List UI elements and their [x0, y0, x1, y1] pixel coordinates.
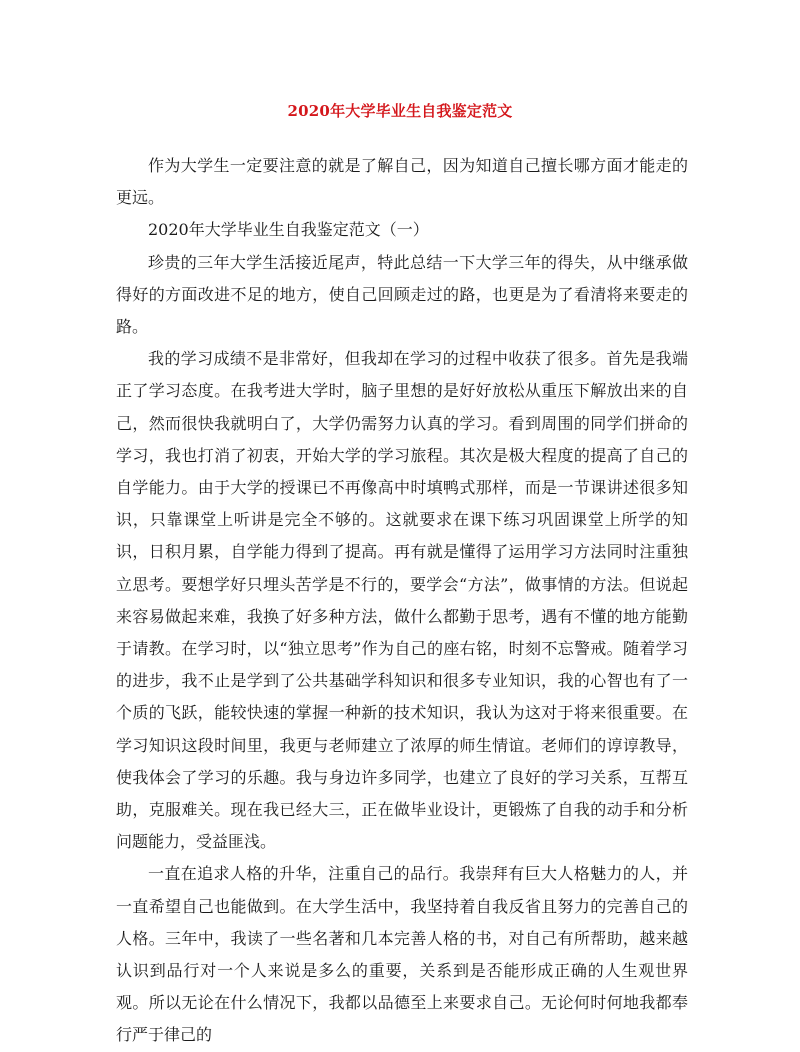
intro-paragraph: 作为大学生一定要注意的就是了解自己，因为知道自己擅长哪方面才能走的更远。 — [116, 156, 688, 208]
body-paragraph-3: 一直在追求人格的升华，注重自己的品行。我崇拜有巨大人格魅力的人，并一直希望自己也能做到。在大学生活中，我坚持着自我反省且努力的完善自己的人格。三年中，我读了一些名著和几本完善人格的书，对自己有所帮助，越来越认识到品行对一个人来说是多么的重要，关系到是否能形成正确的人生观世界观。所以无论在什么情况下，我都以品德至上来要求自己。无论何时何地我都奉行严于律己的 — [116, 864, 688, 1045]
section-heading: 2020年大学毕业生自我鉴定范文（一） — [148, 220, 429, 240]
body-paragraph-2: 我的学习成绩不是非常好，但我却在学习的过程中收获了很多。首先是我端正了学习态度。在我考进大学时，脑子里想的是好好放松从重压下解放出来的自己，然而很快我就明白了，大学仍需努力认真的学习。看到周围的同学们拼命的学习，我也打消了初衷，开始大学的学习旅程。其次是极大程度的提高了自己的自学能力。由于大学的授课已不再像高中时填鸭式那样，而是一节课讲述很多知识，只靠课堂上听讲是完全不够的。这就要求在课下练习巩固课堂上所学的知识，日积月累，自学能力得到了提高。再有就是懂得了运用学习方法同时注重独立思考。要想学好只埋头苦学是不行的，要学会“方法”，做事情的方法。但说起来容易做起来难，我换了好多种方法，做什么都勤于思考，遇有不懂的地方能勤于请教。在学习时，以“独立思考”作为自己的座右铭，时刻不忘警戒。随着学习的进步，我不止是学到了公共基础学科知识和很多专业知识，我的心智也有了一个质的飞跃，能较快速的掌握一种新的技术知识，我认为这对于将来很重要。在学习知识这段时间里，我更与老师建立了浓厚的师生情谊。老师们的谆谆教导，使我体会了学习的乐趣。我与身边许多同学，也建立了良好的学习关系，互帮互助，克服难关。现在我已经大三，正在做毕业设计，更锻炼了自我的动手和分析问题能力，受益匪浅。 — [116, 349, 688, 852]
document-title: 2020年大学毕业生自我鉴定范文 — [287, 102, 513, 120]
body-paragraph-1: 珍贵的三年大学生活接近尾声，特此总结一下大学三年的得失，从中继承做得好的方面改进不足的地方，使自己回顾走过的路，也更是为了看清将来要走的路。 — [116, 252, 688, 337]
document-body — [116, 150, 688, 1052]
